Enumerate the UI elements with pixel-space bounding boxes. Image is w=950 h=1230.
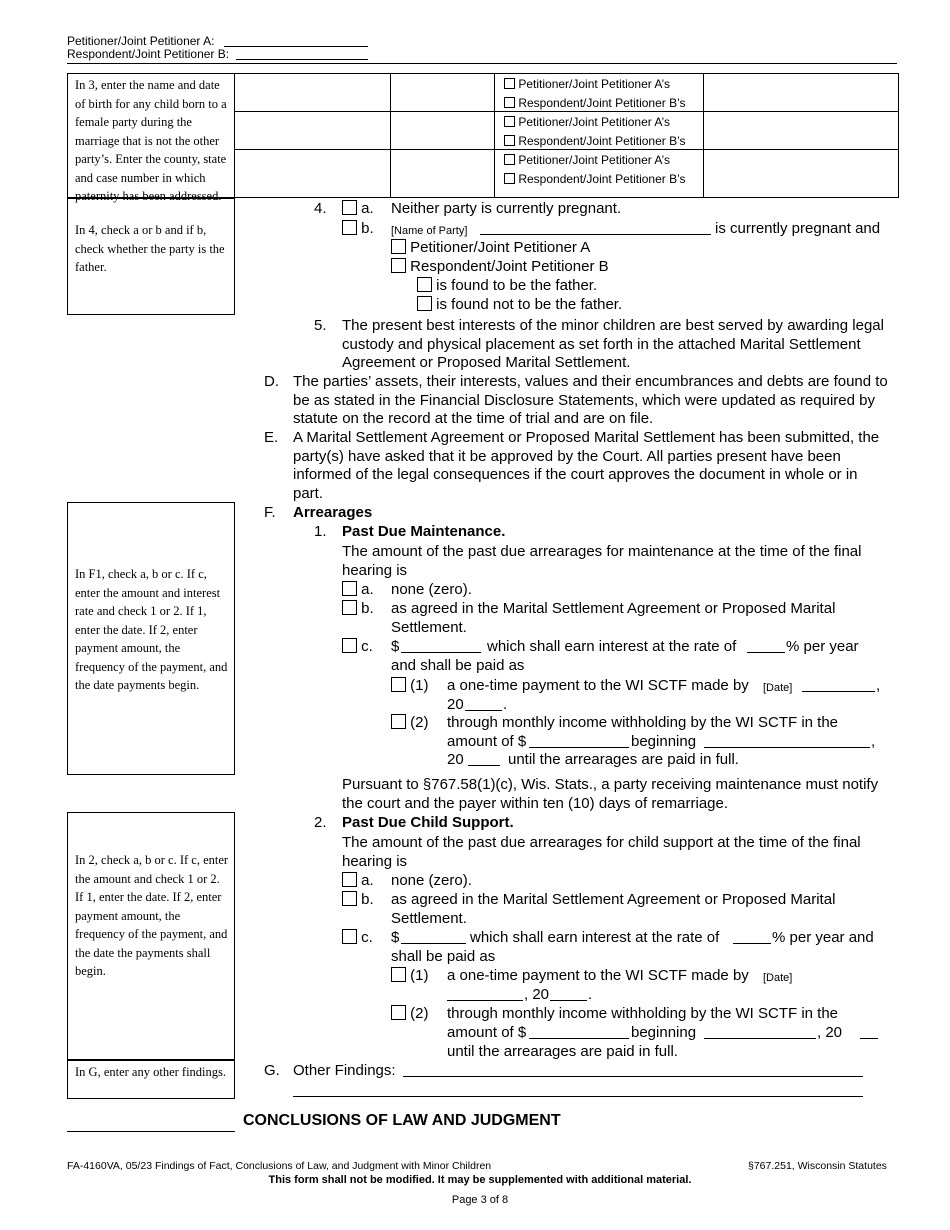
child-case-cell-2[interactable]	[703, 111, 899, 150]
item4-b-text: is currently pregnant and	[715, 220, 881, 237]
f2-opt1-year: , 20	[524, 986, 550, 1003]
item-g-text: Other Findings:	[293, 1062, 396, 1079]
f1-intro: The amount of the past due arrearages for maintenance at the time of the final hearing is	[342, 543, 862, 579]
item5-number: 5.	[314, 317, 327, 334]
row2-party-a-checkbox[interactable]	[504, 116, 515, 127]
f2-c-checkbox[interactable]	[342, 929, 357, 944]
row3-party-b-checkbox[interactable]	[504, 173, 515, 184]
row3-party-a-checkbox[interactable]	[504, 154, 515, 165]
f2-opt2-checkbox[interactable]	[391, 1005, 406, 1020]
item4-father-yes-checkbox[interactable]	[417, 277, 432, 292]
f1-c-text3: and shall be paid as	[391, 657, 525, 674]
f1-c-dollar: $	[391, 638, 400, 655]
item4-a: a.	[342, 200, 374, 218]
f1-a-checkbox[interactable]	[342, 581, 357, 596]
f1-b-checkbox[interactable]	[342, 600, 357, 615]
row2-party-b: Respondent/Joint Petitioner B’s	[504, 134, 686, 148]
item-e-text: A Marital Settlement Agreement or Proposed Marital Settlement has been submitted, the party(s) have asked that it be approved by the Court. All parties present have been informed of the legal consequences if the court approves the document in whole or in part.	[293, 429, 880, 502]
f2-title: Past Due Child Support.	[342, 814, 514, 831]
f1-a-text: none (zero).	[391, 581, 472, 598]
item-d-text: The parties’ assets, their interests, values and their encumbrances and debts are found to be as stated in the Financial Disclosure Statements, which were updated as required by statute on the record at the time of trial and are on file.	[293, 373, 888, 427]
respondent-label: Respondent/Joint Petitioner B:	[67, 47, 230, 61]
item-e-letter: E.	[264, 429, 279, 446]
f2-opt2-until: until the arrearages are paid in full.	[447, 1043, 678, 1060]
f1-c-checkbox[interactable]	[342, 638, 357, 653]
f1-b-text: as agreed in the Marital Settlement Agreement or Proposed Marital Settlement.	[391, 600, 836, 636]
item-d-letter: D.	[264, 373, 279, 390]
item4-party-name-field[interactable]	[480, 234, 711, 235]
f1-opt2-checkbox[interactable]	[391, 714, 406, 729]
f1-opt2-amount: amount of $	[447, 733, 527, 750]
child-dob-cell-1[interactable]	[390, 73, 495, 112]
row1-party-b: Respondent/Joint Petitioner B’s	[504, 96, 686, 110]
item-f-letter: F.	[264, 504, 276, 521]
f1-title: Past Due Maintenance.	[342, 523, 506, 540]
row1-party-a-checkbox[interactable]	[504, 78, 515, 89]
f2-opt2-beginning: beginning	[631, 1024, 697, 1041]
row2-party-b-checkbox[interactable]	[504, 135, 515, 146]
item4-b-checkbox[interactable]	[342, 220, 357, 235]
note-item-f2: In 2, check a, b or c. If c, enter the amount and check 1 or 2. If 1, enter the date. If 2, enter payment amount, the frequency of the payment, and the date the payments shall begin.	[67, 812, 235, 1060]
f2-opt1-text: a one-time payment to the WI SCTF made by	[447, 967, 749, 984]
f1-rate-field[interactable]	[747, 652, 785, 653]
f2-b: b.	[342, 891, 374, 909]
footer-form-id: FA-4160VA, 05/23 Findings of Fact, Conclusions of Law, and Judgment with Minor Children	[67, 1160, 492, 1172]
f2-opt2-year: , 20	[817, 1024, 843, 1041]
f1-opt1-date-field[interactable]	[802, 691, 875, 692]
f2-c-text3: shall be paid as	[391, 948, 496, 965]
item4-opt-a-checkbox[interactable]	[391, 239, 406, 254]
note-item-g: In G, enter any other findings.	[67, 1060, 235, 1099]
f2-a-checkbox[interactable]	[342, 872, 357, 887]
f2-opt1-date-field[interactable]	[447, 1000, 523, 1001]
f2-number: 2.	[314, 814, 327, 831]
f1-opt1: (1)	[391, 677, 429, 695]
item4-a-text: Neither party is currently pregnant.	[391, 200, 622, 217]
item4-opt-a: Petitioner/Joint Petitioner A	[391, 239, 590, 257]
note-item-f1: In F1, check a, b or c. If c, enter the amount and interest rate and check 1 or 2. If 1, enter the date. If 2, enter payment amount, the frequency of the payment, and the date payments begin.	[67, 502, 235, 775]
item-f-title: Arrearages	[293, 504, 373, 521]
item4-opt-b-checkbox[interactable]	[391, 258, 406, 273]
other-findings-line-1[interactable]	[403, 1076, 863, 1077]
f1-opt2-amount-field[interactable]	[529, 747, 629, 748]
f2-rate-field[interactable]	[733, 943, 771, 944]
f1-number: 1.	[314, 523, 327, 540]
f1-c-text2: % per year	[786, 638, 859, 655]
f1-opt2-beginning: beginning	[631, 733, 697, 750]
note-item-3: In 3, enter the name and date of birth for any child born to a female party during the marriage that is not the other party’s. Enter the county, state and case number in which paternity has been addressed.	[67, 73, 235, 198]
f1-opt2-year-field[interactable]	[468, 765, 500, 766]
item4-b: b.	[342, 220, 374, 238]
f1-c-text1: which shall earn interest at the rate of	[487, 638, 737, 655]
child-dob-cell-2[interactable]	[390, 111, 495, 150]
f2-opt2: (2)	[391, 1005, 429, 1023]
row1-party-b-checkbox[interactable]	[504, 97, 515, 108]
child-name-cell-3[interactable]	[234, 149, 391, 198]
f2-opt2-text: through monthly income withholding by the WI SCTF in the	[447, 1005, 839, 1022]
row1-party-a: Petitioner/Joint Petitioner A’s	[504, 77, 670, 91]
f2-opt2-amount-field[interactable]	[529, 1038, 629, 1039]
row2-party-a: Petitioner/Joint Petitioner A’s	[504, 115, 670, 129]
footer-statute: §767.251, Wisconsin Statutes	[748, 1160, 887, 1172]
respondent-field[interactable]	[236, 59, 368, 60]
header-divider	[67, 63, 897, 64]
conclusions-heading: CONCLUSIONS OF LAW AND JUDGMENT	[243, 1112, 561, 1129]
f1-a: a.	[342, 581, 374, 599]
f2-opt1: (1)	[391, 967, 429, 985]
f1-opt1-period: .	[503, 696, 508, 713]
note-item-4: In 4, check a or b and if b, check whether the party is the father.	[67, 198, 235, 315]
item4-opt-b: Respondent/Joint Petitioner B	[391, 258, 609, 276]
f2-b-checkbox[interactable]	[342, 891, 357, 906]
f1-opt1-year-field[interactable]	[465, 710, 502, 711]
f2-opt1-checkbox[interactable]	[391, 967, 406, 982]
other-findings-line-2[interactable]	[293, 1096, 863, 1097]
f2-opt2-begin-field[interactable]	[704, 1038, 816, 1039]
f2-opt1-year-field[interactable]	[550, 1000, 587, 1001]
footer-page-number: Page 3 of 8	[451, 1194, 509, 1206]
f2-c-text1: which shall earn interest at the rate of	[470, 929, 720, 946]
child-dob-cell-3[interactable]	[390, 149, 495, 198]
f2-opt2-amount: amount of $	[447, 1024, 527, 1041]
item4-father-no: is found not to be the father.	[417, 296, 622, 314]
f1-opt2-text: through monthly income withholding by the WI SCTF in the	[447, 714, 839, 731]
f1-opt2-until: until the arrearages are paid in full.	[508, 751, 739, 768]
footer-notice: This form shall not be modified. It may be supplemented with additional material.	[268, 1174, 692, 1186]
item4-father-yes: is found to be the father.	[417, 277, 597, 295]
f1-opt1-comma: ,	[876, 677, 881, 694]
child-name-cell-1[interactable]	[234, 73, 391, 112]
f1-opt1-date-hint: [Date]	[763, 682, 793, 694]
f1-b: b.	[342, 600, 374, 618]
f1-opt2-year: 20	[447, 751, 464, 768]
f1-pursuant: Pursuant to §767.58(1)(c), Wis. Stats., a party receiving maintenance must notify the court and the payer within ten (10) days of remarriage.	[342, 776, 879, 812]
f1-opt1-text: a one-time payment to the WI SCTF made by	[447, 677, 749, 694]
f1-c: c.	[342, 638, 373, 656]
petitioner-label: Petitioner/Joint Petitioner A:	[67, 34, 215, 48]
item5-text: The present best interests of the minor children are best served by awarding legal custody and physical placement as set forth in the attached Marital Settlement Agreement or Proposed Marital Settlement.	[342, 317, 884, 371]
f2-amount-field[interactable]	[401, 943, 466, 944]
item4-a-checkbox[interactable]	[342, 200, 357, 215]
item4-number: 4.	[314, 200, 327, 217]
f2-opt2-year-field[interactable]	[860, 1038, 878, 1039]
row3-party-b: Respondent/Joint Petitioner B’s	[504, 172, 686, 186]
conclusions-rule	[67, 1131, 235, 1132]
f2-opt1-date-hint: [Date]	[763, 972, 793, 984]
f1-opt1-checkbox[interactable]	[391, 677, 406, 692]
child-case-cell-1[interactable]	[703, 73, 899, 112]
f1-amount-field[interactable]	[401, 652, 481, 653]
f2-opt1-period: .	[588, 986, 593, 1003]
item-g-letter: G.	[264, 1062, 280, 1079]
f2-c-dollar: $	[391, 929, 400, 946]
petitioner-field[interactable]	[224, 46, 368, 47]
child-name-cell-2[interactable]	[234, 111, 391, 150]
f1-opt2-begin-field[interactable]	[704, 747, 870, 748]
f2-intro: The amount of the past due arrearages for child support at the time of the final hearing is	[342, 834, 861, 870]
child-case-cell-3[interactable]	[703, 149, 899, 198]
f2-a-text: none (zero).	[391, 872, 472, 889]
item4-father-no-checkbox[interactable]	[417, 296, 432, 311]
f1-opt1-year: 20	[447, 696, 464, 713]
f1-opt2-comma: ,	[871, 733, 876, 750]
f1-opt2: (2)	[391, 714, 429, 732]
f2-c-text2: % per year and	[772, 929, 874, 946]
row3-party-a: Petitioner/Joint Petitioner A’s	[504, 153, 670, 167]
f2-c: c.	[342, 929, 373, 947]
f2-a: a.	[342, 872, 374, 890]
item4-b-hint: [Name of Party]	[391, 225, 468, 237]
f2-b-text: as agreed in the Marital Settlement Agreement or Proposed Marital Settlement.	[391, 891, 836, 927]
